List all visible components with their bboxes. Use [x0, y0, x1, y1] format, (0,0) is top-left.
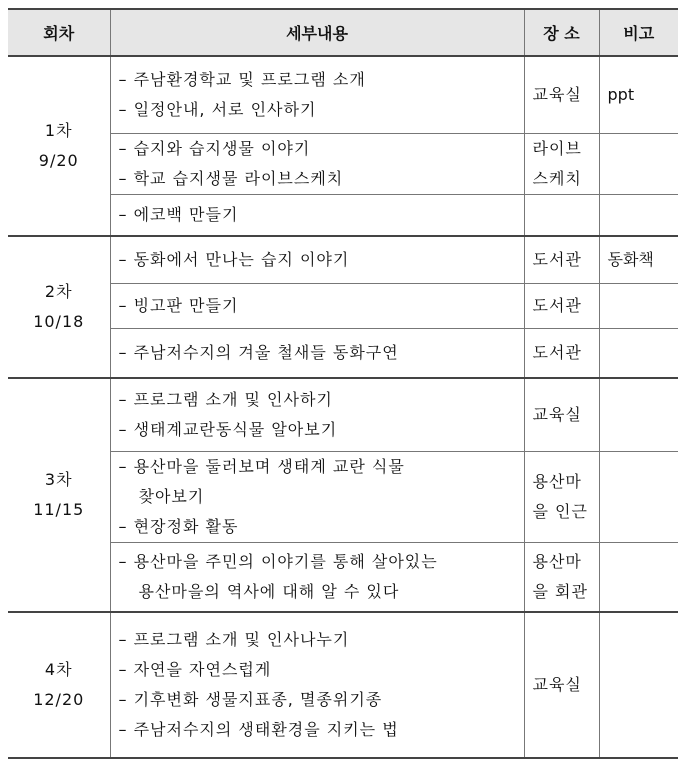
place-line: 교육실 — [532, 85, 582, 104]
detail-cell — [110, 543, 524, 613]
place-line: 교육실 — [532, 675, 582, 694]
note-cell — [599, 612, 678, 758]
header-row — [8, 9, 678, 56]
session-cell-2 — [8, 236, 110, 378]
session-date: 9/20 — [38, 151, 79, 170]
note-cell — [599, 452, 678, 543]
place-line: 스케치 — [532, 169, 582, 188]
detail-cell — [110, 378, 524, 452]
detail-cell — [110, 236, 524, 284]
detail-line: – 습지와 습지생물 이야기 — [118, 139, 311, 158]
detail-cell — [110, 56, 524, 134]
table-row — [8, 56, 678, 134]
detail-cell — [110, 134, 524, 195]
detail-line: 찾아보기 — [138, 487, 205, 506]
table-row — [8, 236, 678, 284]
note-cell — [599, 329, 678, 379]
note-cell: ppt — [599, 56, 678, 134]
place-cell — [524, 56, 599, 134]
place-cell — [524, 378, 599, 452]
detail-cell — [110, 195, 524, 237]
detail-line: – 자연을 자연스럽게 — [118, 660, 272, 679]
place-cell — [524, 134, 599, 195]
place-cell — [524, 452, 599, 543]
session-label: 4차 — [44, 660, 73, 679]
place-cell — [524, 612, 599, 758]
table-row — [8, 378, 678, 452]
header-session: 회차 — [8, 9, 110, 56]
session-date: 12/20 — [33, 690, 85, 709]
header-note: 비고 — [599, 9, 678, 56]
detail-line: – 일정안내, 서로 인사하기 — [118, 100, 317, 119]
detail-line: – 빙고판 만들기 — [118, 296, 239, 315]
header-detail: 세부내용 — [110, 9, 524, 56]
session-cell-4 — [8, 612, 110, 758]
detail-line: – 주남환경학교 및 프로그램 소개 — [118, 70, 366, 89]
place-line: 도서관 — [532, 296, 582, 315]
place-line: 도서관 — [532, 250, 582, 269]
place-cell — [524, 236, 599, 284]
note-cell — [599, 195, 678, 237]
detail-line: – 생태계교란동식물 알아보기 — [118, 420, 338, 439]
detail-line: – 기후변화 생물지표종, 멸종위기종 — [118, 690, 383, 709]
place-line: 라이브 — [532, 139, 582, 158]
place-line: 용산마 — [532, 472, 582, 491]
detail-line: 용산마을의 역사에 대해 알 수 있다 — [138, 582, 400, 601]
session-date: 11/15 — [33, 500, 85, 519]
place-line: 을 회관 — [532, 582, 588, 601]
session-cell-3 — [8, 378, 110, 612]
place-line: 용산마 — [532, 552, 582, 571]
detail-line: – 프로그램 소개 및 인사나누기 — [118, 630, 350, 649]
detail-cell — [110, 329, 524, 379]
place-cell — [524, 329, 599, 379]
detail-line: – 현장정화 활동 — [118, 517, 239, 536]
detail-line: – 동화에서 만나는 습지 이야기 — [118, 250, 350, 269]
detail-cell — [110, 612, 524, 758]
detail-line: – 주남저수지의 생태환경을 지키는 법 — [118, 720, 399, 739]
place-line: 을 인근 — [532, 502, 588, 521]
detail-line: – 학교 습지생물 라이브스케치 — [118, 169, 344, 188]
place-cell — [524, 195, 599, 237]
place-cell — [524, 284, 599, 329]
detail-line: – 주남저수지의 겨울 철새들 동화구연 — [118, 343, 399, 362]
note-cell — [599, 284, 678, 329]
session-label: 3차 — [44, 470, 73, 489]
session-label: 2차 — [44, 282, 73, 301]
session-cell-1 — [8, 56, 110, 236]
schedule-table — [8, 8, 678, 759]
detail-line: – 용산마을 주민의 이야기를 통해 살아있는 — [118, 552, 438, 571]
detail-cell — [110, 284, 524, 329]
header-place: 장 소 — [524, 9, 599, 56]
session-label: 1차 — [44, 121, 73, 140]
note-cell: 동화책 — [599, 236, 678, 284]
place-cell — [524, 543, 599, 613]
place-line: 교육실 — [532, 405, 582, 424]
place-line: 도서관 — [532, 343, 582, 362]
note-cell — [599, 378, 678, 452]
session-date: 10/18 — [33, 312, 85, 331]
detail-line: – 프로그램 소개 및 인사하기 — [118, 390, 333, 409]
note-cell — [599, 134, 678, 195]
detail-cell — [110, 452, 524, 543]
detail-line: – 용산마을 둘러보며 생태계 교란 식물 — [118, 457, 405, 476]
detail-line: – 에코백 만들기 — [118, 205, 239, 224]
table-row — [8, 612, 678, 758]
note-cell — [599, 543, 678, 613]
